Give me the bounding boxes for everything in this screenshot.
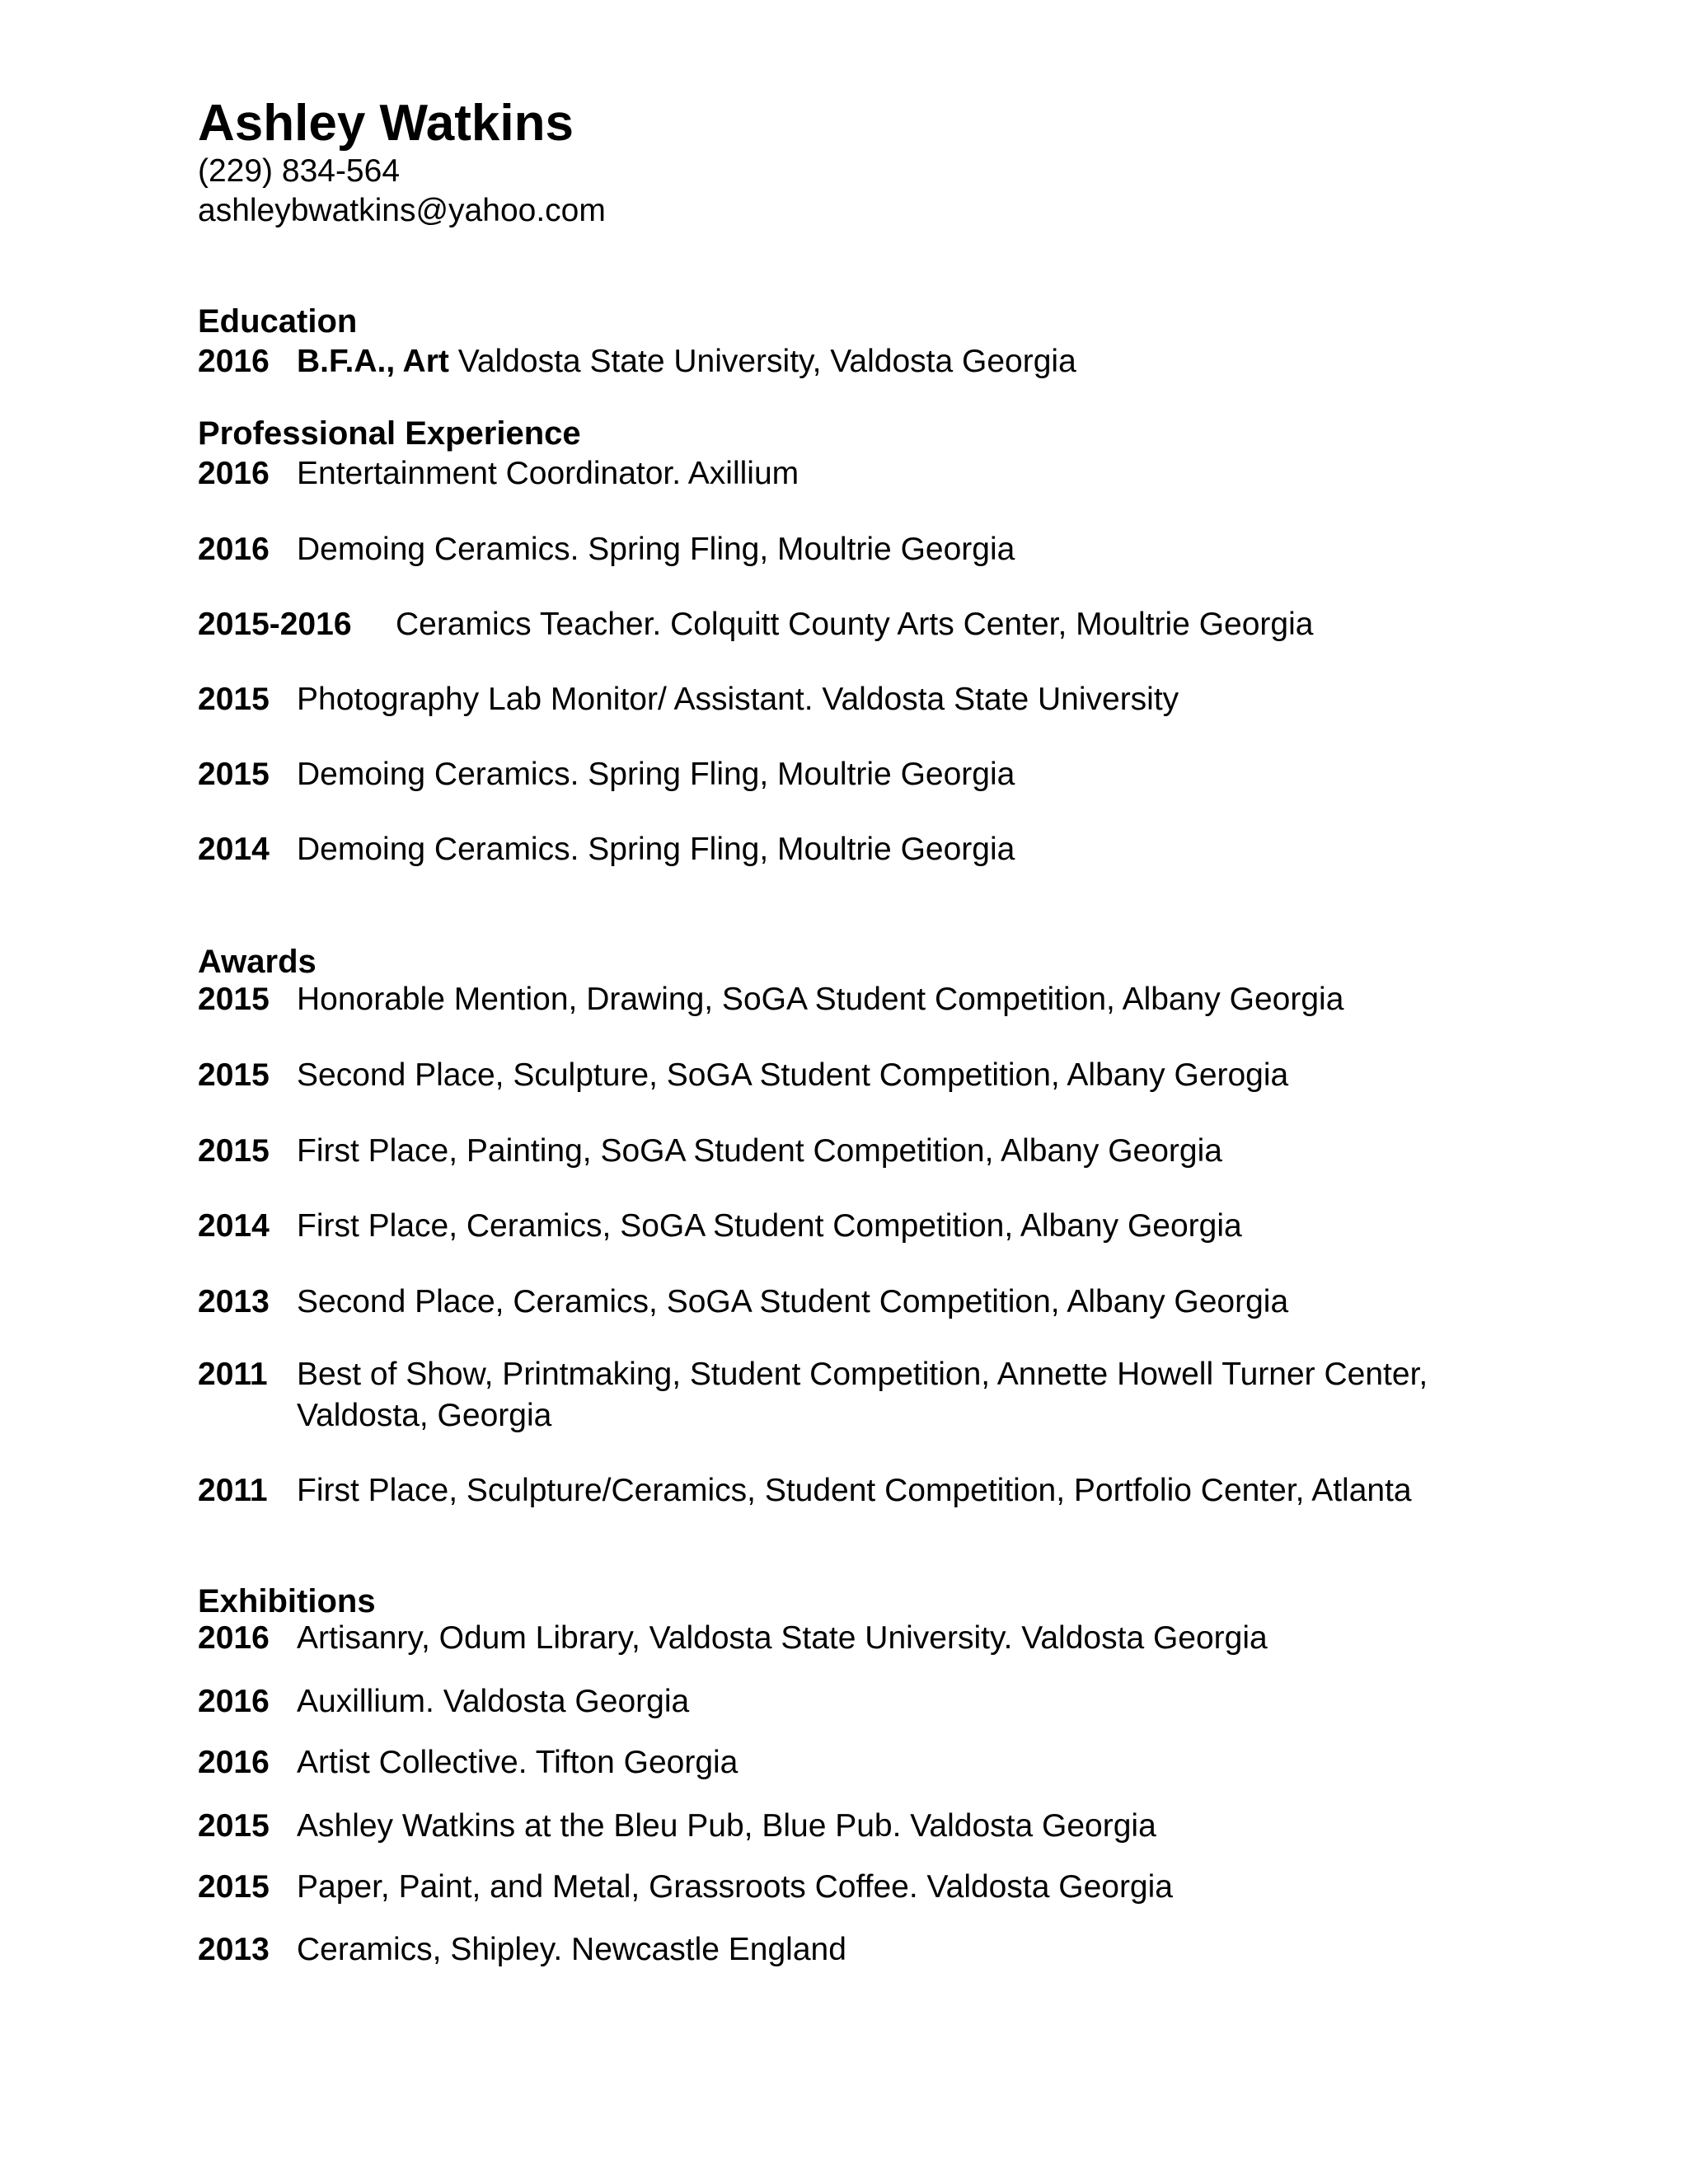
entry-text: Second Place, Ceramics, SoGA Student Competition, Albany Georgia xyxy=(297,1284,1289,1319)
entry-text: Artist Collective. Tifton Georgia xyxy=(297,1745,738,1780)
entry-year: 2013 xyxy=(198,1284,270,1319)
degree-label: B.F.A., Art xyxy=(297,344,449,379)
entry-text: Paper, Paint, and Metal, Grassroots Coffee. Valdosta Georgia xyxy=(297,1869,1173,1905)
degree-institution: Valdosta State University, Valdosta Georgia xyxy=(448,344,1076,379)
entry-text: First Place, Painting, SoGA Student Competition, Albany Georgia xyxy=(297,1133,1222,1169)
entry-year: 2011 xyxy=(198,1357,268,1392)
entry-text: Entertainment Coordinator. Axillium xyxy=(297,456,799,491)
entry-text-line: Best of Show, Printmaking, Student Competition, Annette Howell Turner Center, xyxy=(297,1357,1428,1392)
entry-year: 2016 xyxy=(198,1684,270,1719)
entry-year: 2013 xyxy=(198,1932,270,1967)
entry-text-line: Valdosta, Georgia xyxy=(297,1398,552,1433)
entry-year: 2016 xyxy=(198,532,270,567)
entry-text: Second Place, Sculpture, SoGA Student Competition, Albany Gerogia xyxy=(297,1057,1289,1093)
entry-year: 2015 xyxy=(198,1057,270,1093)
email-address: ashleybwatkins@yahoo.com xyxy=(198,193,606,228)
entry-year: 2015 xyxy=(198,757,270,792)
entry-text: Artisanry, Odum Library, Valdosta State University. Valdosta Georgia xyxy=(297,1620,1268,1656)
entry-year: 2011 xyxy=(198,1473,268,1508)
entry-year: 2015 xyxy=(198,982,270,1017)
entry-year: 2015 xyxy=(198,1808,270,1844)
experience-heading: Professional Experience xyxy=(198,415,581,452)
entry-text: Demoing Ceramics. Spring Fling, Moultrie Georgia xyxy=(297,532,1015,567)
entry-text: Photography Lab Monitor/ Assistant. Valdosta State University xyxy=(297,682,1179,717)
entry-text xyxy=(297,341,1076,382)
entry-year: 2014 xyxy=(198,832,270,867)
entry-year: 2015-2016 xyxy=(198,607,352,642)
entry-text: Demoing Ceramics. Spring Fling, Moultrie Georgia xyxy=(297,757,1015,792)
entry-text: Demoing Ceramics. Spring Fling, Moultrie Georgia xyxy=(297,832,1015,867)
entry-text: Ceramics, Shipley. Newcastle England xyxy=(297,1932,846,1967)
exhibitions-heading: Exhibitions xyxy=(198,1583,376,1619)
entry-text: Honorable Mention, Drawing, SoGA Student Competition, Albany Georgia xyxy=(297,982,1344,1017)
entry-year: 2015 xyxy=(198,1869,270,1905)
entry-year: 2015 xyxy=(198,682,270,717)
entry-year: 2016 xyxy=(198,1745,270,1780)
education-heading: Education xyxy=(198,303,358,340)
entry-text: Ceramics Teacher. Colquitt County Arts Center, Moultrie Georgia xyxy=(396,607,1314,642)
entry-text: Auxillium. Valdosta Georgia xyxy=(297,1684,690,1719)
entry-year: 2016 xyxy=(198,344,270,379)
entry-year: 2016 xyxy=(198,1620,270,1656)
entry-year: 2014 xyxy=(198,1208,270,1244)
entry-text: First Place, Sculpture/Ceramics, Student Competition, Portfolio Center, Atlanta xyxy=(297,1473,1412,1508)
entry-text xyxy=(297,1354,1428,1436)
entry-text: Ashley Watkins at the Bleu Pub, Blue Pub. Valdosta Georgia xyxy=(297,1808,1156,1844)
resume-name: Ashley Watkins xyxy=(198,95,574,152)
entry-text: First Place, Ceramics, SoGA Student Competition, Albany Georgia xyxy=(297,1208,1242,1244)
phone-number: (229) 834-564 xyxy=(198,153,401,189)
entry-year: 2015 xyxy=(198,1133,270,1169)
awards-heading: Awards xyxy=(198,944,316,980)
entry-year: 2016 xyxy=(198,456,270,491)
